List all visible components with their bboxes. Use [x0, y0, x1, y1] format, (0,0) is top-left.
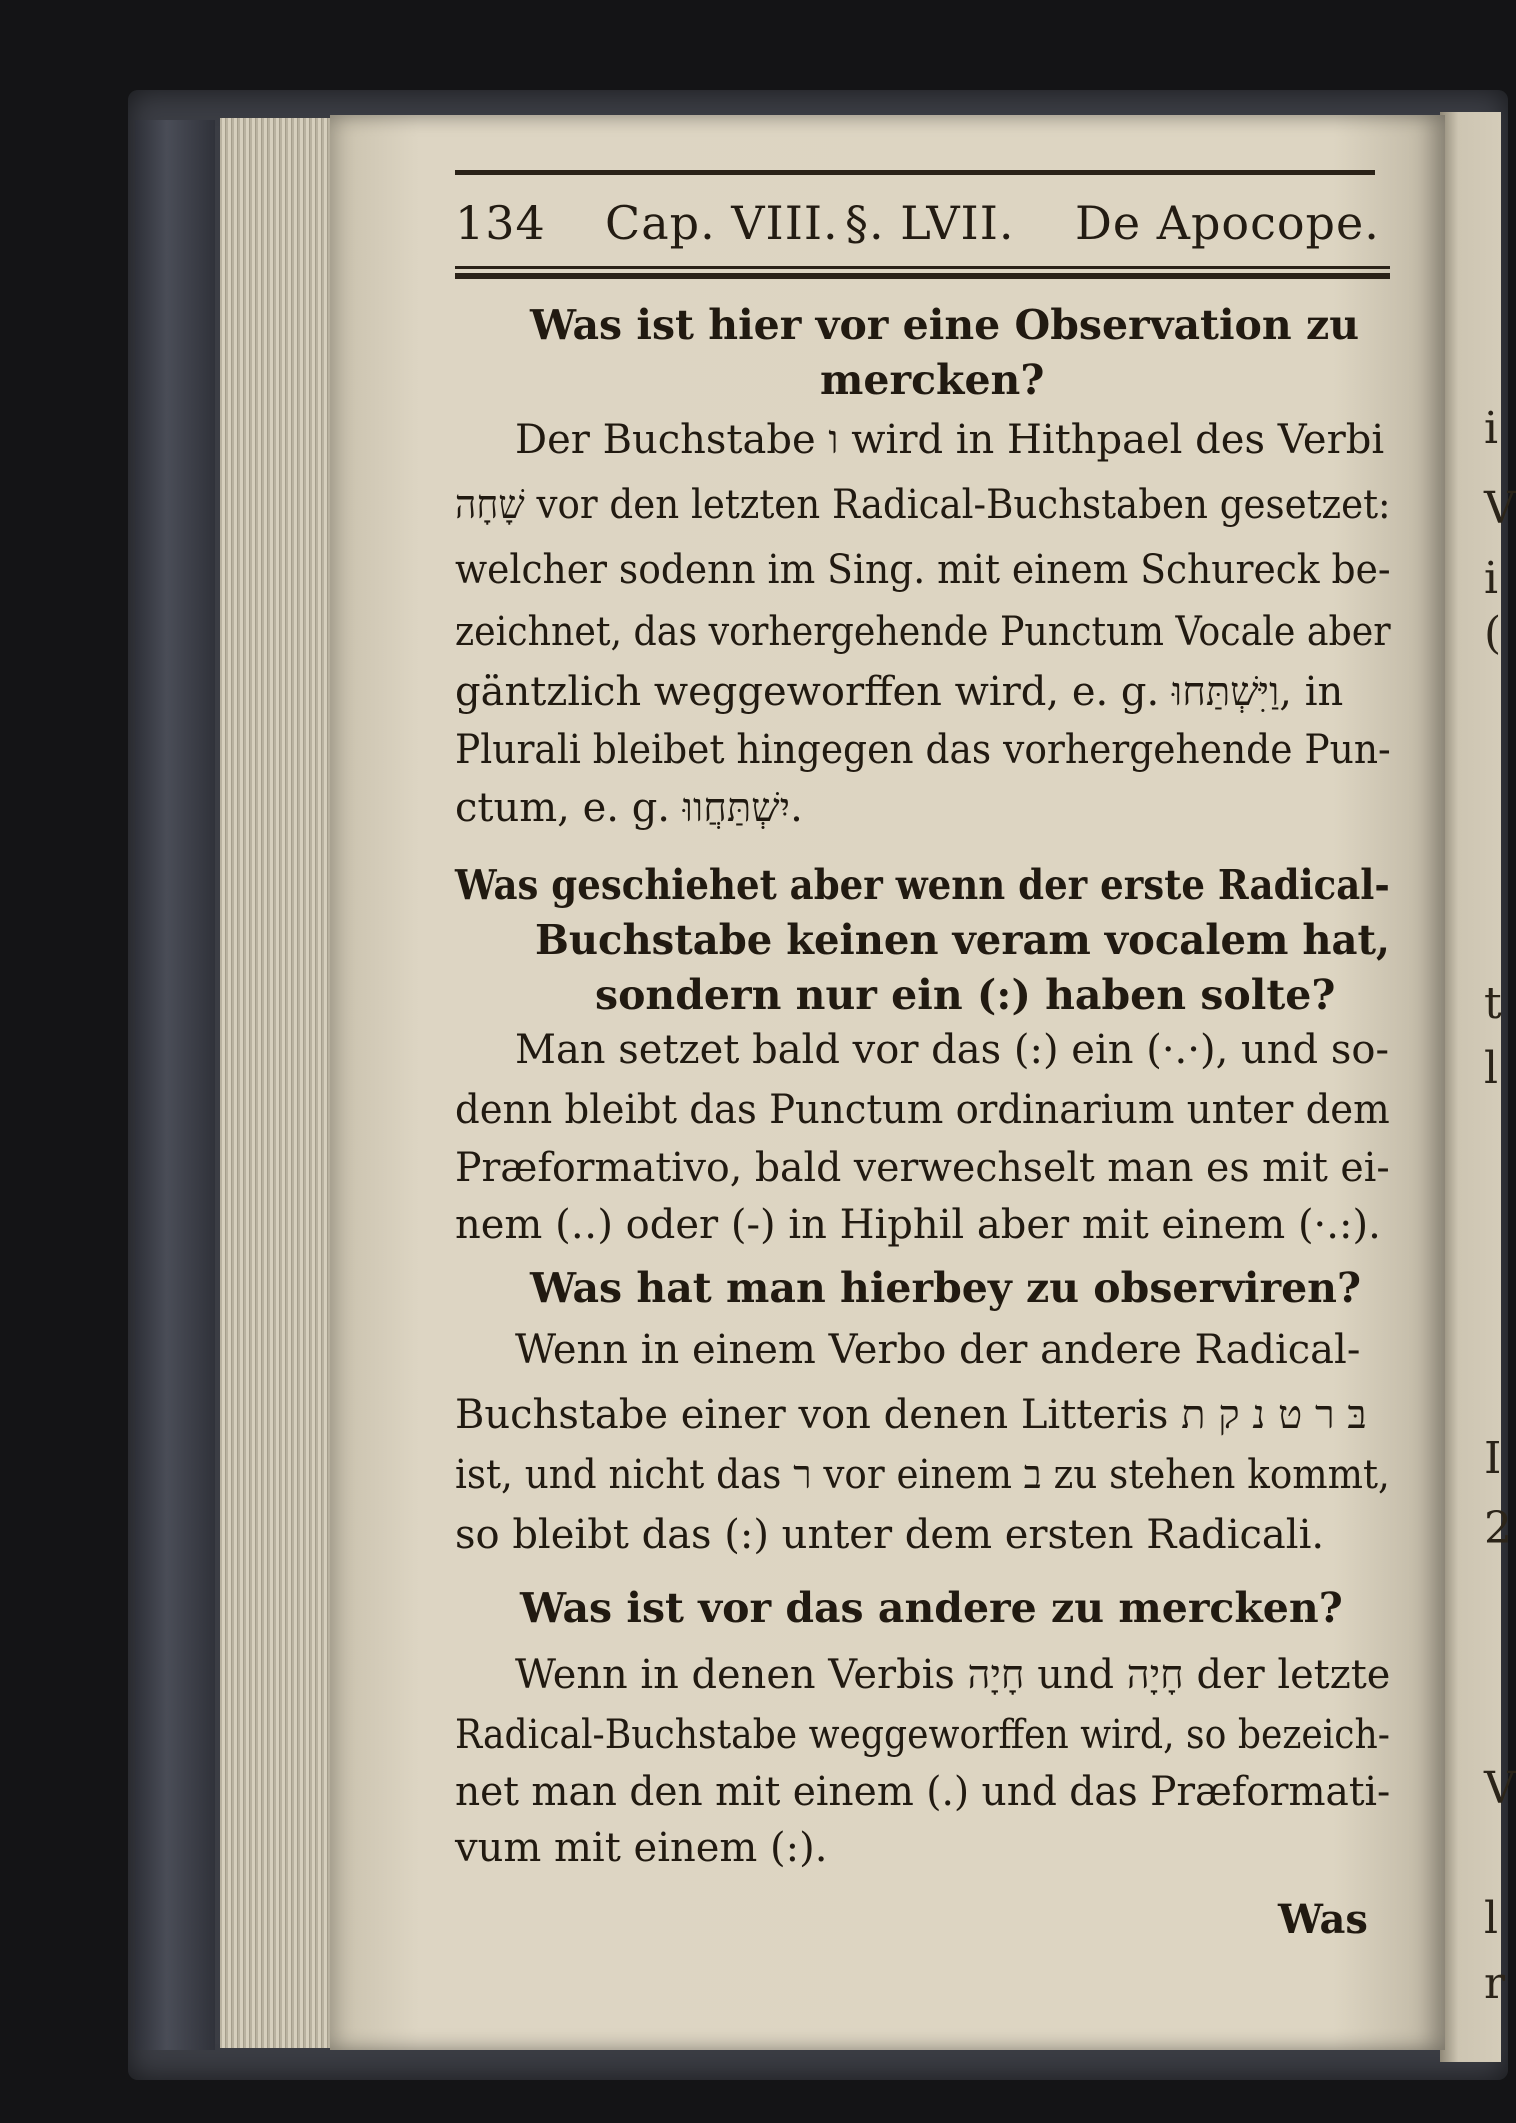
header-rule-bottom	[455, 266, 1390, 269]
chapter-label: Cap. VIII.	[605, 196, 839, 250]
edge-letter: l	[1484, 1893, 1499, 1944]
question-line: mercken?	[820, 356, 1045, 404]
book-spine	[135, 120, 215, 2050]
text-line: Buchstabe einer von denen Litteris בּ ר ט נ ק ת	[455, 1392, 1367, 1438]
book-page	[330, 115, 1445, 2050]
text-line: Wenn in einem Verbo der andere Radical-	[515, 1327, 1361, 1373]
text-line: ctum, e. g. יִשְׁתַּחֲווּ.	[455, 785, 803, 831]
header-rule-bottom-thick	[455, 273, 1390, 279]
edge-letter: i	[1484, 553, 1499, 604]
text-line: vum mit einem (:).	[455, 1825, 828, 1871]
section-label: §. LVII.	[845, 196, 1015, 250]
edge-letter: V	[1484, 483, 1516, 534]
text-line: Radical-Buchstabe weggeworffen wird, so bezeich-	[455, 1712, 1390, 1758]
text-line: Wenn in denen Verbis חָיָה und חָיָה der letzte	[515, 1652, 1391, 1698]
question-line: Was ist hier vor eine Observation zu	[530, 301, 1360, 349]
text-line: Præformativo, bald verwechselt man es mit ei-	[455, 1145, 1390, 1191]
question-line: Was ist vor das andere zu mercken?	[520, 1584, 1343, 1632]
edge-letter: l	[1484, 1043, 1499, 1094]
edge-letter: t	[1484, 978, 1502, 1029]
running-header	[455, 196, 1385, 256]
text-line: gäntzlich weggeworffen wird, e. g. וַיִּשְׁתַּחוּ, in	[455, 669, 1344, 715]
edge-letter: I	[1484, 1433, 1502, 1484]
text-line: ist, und nicht das ר vor einem ב zu stehen kommt,	[455, 1452, 1390, 1498]
text-line: Plurali bleibet hingegen das vorhergehende Pun-	[455, 727, 1391, 773]
edge-letter: (	[1484, 608, 1502, 659]
text-line: שָׁחָה vor den letzten Radical-Buchstaben gesetzet:	[455, 482, 1391, 528]
edge-letter: 2	[1484, 1503, 1512, 1554]
text-line: Der Buchstabe ו wird in Hithpael des Verbi	[515, 417, 1385, 463]
facing-page-edge	[1440, 112, 1516, 2062]
edge-letter: r	[1484, 1958, 1506, 2009]
text-line: Man setzet bald vor das (:) ein (·.·), und so-	[515, 1027, 1389, 1073]
page-number: 134	[455, 196, 546, 250]
question-line: Buchstabe keinen veram vocalem hat,	[535, 916, 1391, 964]
text-line: net man den mit einem (.) und das Præformati-	[455, 1769, 1391, 1815]
text-line: welcher sodenn im Sing. mit einem Schureck be-	[455, 547, 1391, 593]
question-line: Was geschiehet aber wenn der erste Radical-	[455, 861, 1390, 909]
text-line: nem (‥) oder (-) in Hiphil aber mit einem (·.:).	[455, 1202, 1381, 1248]
page-title: De Apocope.	[1075, 196, 1380, 250]
text-line: so bleibt das (:) unter dem ersten Radicali.	[455, 1512, 1325, 1558]
question-line: sondern nur ein (:) haben solte?	[595, 971, 1336, 1019]
edge-letter: i	[1484, 403, 1499, 454]
text-line: denn bleibt das Punctum ordinarium unter dem	[455, 1087, 1390, 1133]
catchword: Was	[1278, 1896, 1368, 1943]
edge-letter: V	[1484, 1763, 1516, 1814]
text-line: zeichnet, das vorhergehende Punctum Vocale aber	[455, 609, 1391, 655]
header-rule-top	[455, 170, 1375, 175]
question-line: Was hat man hierbey zu observiren?	[530, 1264, 1362, 1312]
